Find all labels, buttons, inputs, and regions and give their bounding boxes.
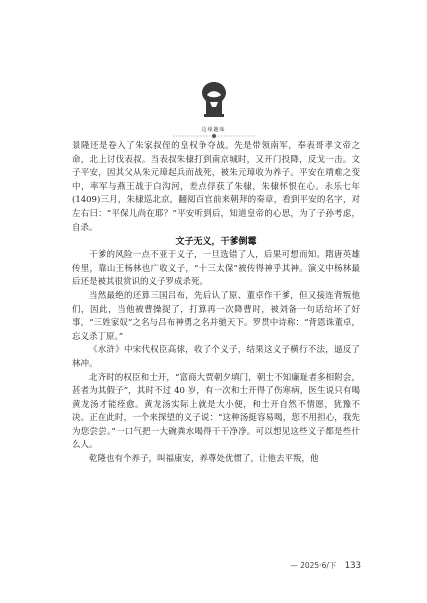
article-body: [72, 140, 360, 467]
page-footer: [290, 560, 361, 571]
footer-dash: —: [290, 561, 298, 570]
column-logo-icon: [196, 80, 232, 120]
column-label: 边缘趣味: [201, 127, 226, 133]
page-header: [0, 60, 427, 138]
paragraph: 当然最绝的还算三国吕布，先后认了原、董卓作干爹，但又接连背叛他们，因此，当他被曹操捉了，打算再一次降曹时，被刘备一句话给坏了好事，“三姓家奴”之名与吕布神勇之名并驰天下。罗贯中诗称：“背恩诛董卓，忘义杀丁原。”: [72, 290, 360, 342]
section-title: 文子无义，干爹倒霉: [175, 237, 257, 248]
header-ornament: [171, 132, 257, 140]
page-number: 133: [344, 561, 361, 571]
paragraph: 干爹的风险一点不亚于义子，一旦选错了人，后果可想而知。隋唐英雄传里，靠山王杨林也广收义子，“十三太保”被传得神乎其神。演义中杨林最后还是被其很赏识的义子罗成杀死。: [72, 250, 360, 288]
paragraph: 乾隆也有个养子，叫福康安，养尊处优惯了，让他去平叛，他: [89, 454, 319, 465]
paragraph: 北齐时的权臣和士开，“富商大贾朝夕填门，朝士不知廉耻者多相附会，甚者为其假子”，其时不过 40 岁，有一次和士开得了伤寒病，医生说只有喝黄龙汤才能痊愈。黄龙汤实际上就是大小便，和士开自然不情愿，犹豫不决。正在此时，一个来探望的义子说：“这种汤挺容易喝，您不用担心，我先为您尝尝。”一口气把一大碗粪水喝得干干净净。可以想见这些义子都是些什么人。: [72, 372, 360, 451]
paragraph: 《水浒》中宋代权臣高俅，收了个义子，结果这义子横行不法，逼反了林冲。: [72, 345, 360, 369]
issue-label: 2025·6/下: [300, 561, 337, 570]
paragraph: 景隆还是卷入了朱家叔侄的皇权争夺战。先是带领南军，奉表哥孝文帝之命，北上讨伐表叔。当表叔朱棣打到南京城时，又开门投降，反戈一击。文子平安，因其父从朱元璋起兵而战死，被朱元璋收为养子。平安在靖难之变中，率军与燕王战于白沟河，差点俘获了朱棣，朱棣怀恨在心。永乐七年(1409)三月，朱棣巡北京，翻阅百官前来朝拜的奏章，看到平安的名字，对左右曰：“平保儿尚在耶？”平安听到后，知道皇帝的心思，为了子孙考虑，自杀。: [72, 141, 360, 233]
